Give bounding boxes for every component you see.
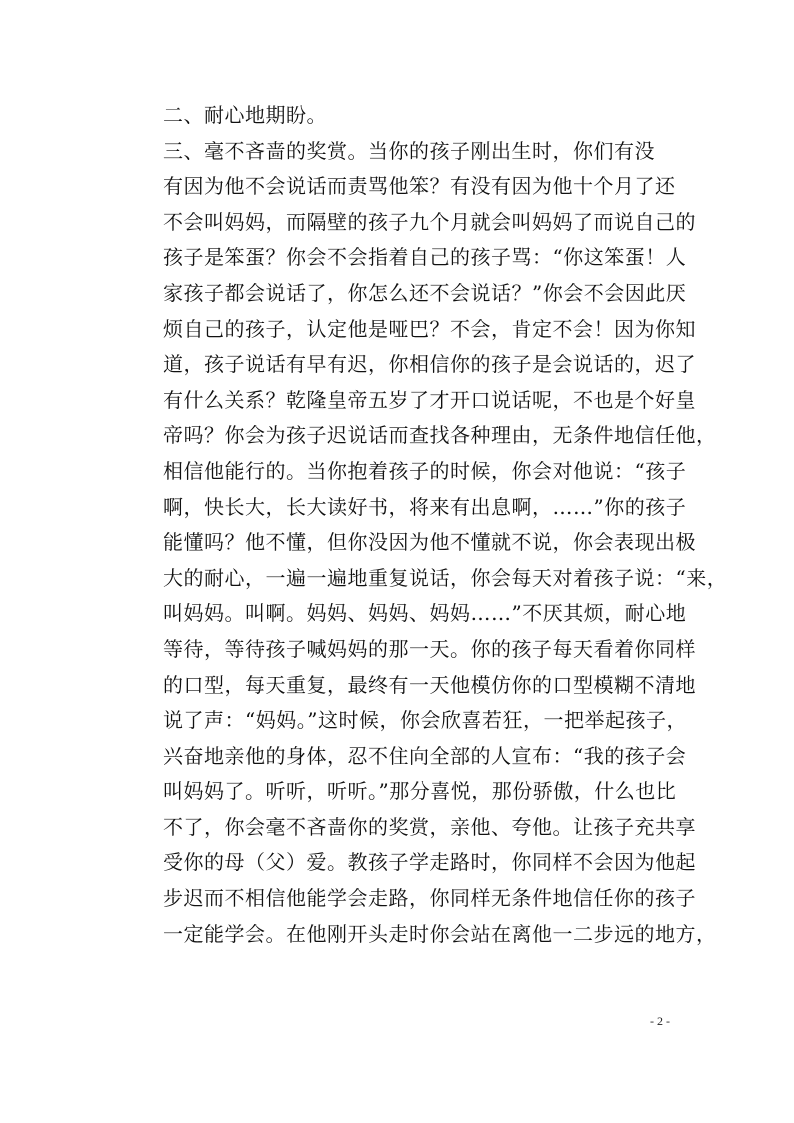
text-line: 叫妈妈。叫啊。妈妈、妈妈、妈妈……”不厌其烦，耐心地 — [163, 601, 687, 626]
text-line: 兴奋地亲他的身体，忍不住向全部的人宣布：“我的孩子会 — [163, 743, 687, 768]
text-line: 叫妈妈了。听听，听听。”那分喜悦，那份骄傲，什么也比 — [163, 779, 677, 804]
text-line: 三、毫不吝啬的奖赏。当你的孩子刚出生时，你们有没 — [163, 138, 655, 163]
text-line: 等待，等待孩子喊妈妈的那一天。你的孩子每天看着你同样 — [163, 636, 696, 661]
body-text — [163, 98, 728, 952]
text-line: 不会叫妈妈，而隔壁的孩子九个月就会叫妈妈了而说自己的 — [163, 209, 696, 234]
text-line: 烦自己的孩子，认定他是哑巴？不会，肯定不会！因为你知 — [163, 316, 696, 341]
text-line: 不了，你会毫不吝啬你的奖赏，亲他、夸他。让孩子充共享 — [163, 814, 696, 839]
text-line: 能懂吗？他不懂，但你没因为他不懂就不说，你会表现出极 — [163, 530, 696, 555]
text-line: 二、耐心地期盼。 — [163, 103, 327, 127]
page-number: - 2 - — [650, 1014, 670, 1028]
text-line: 有因为他不会说话而责骂他笨？有没有因为他十个月了还 — [163, 174, 676, 199]
text-line: 家孩子都会说话了，你怎么还不会说话？”你会不会因此厌 — [163, 280, 687, 305]
text-line: 步迟而不相信他能学会走路，你同样无条件地信任你的孩子 — [163, 886, 696, 911]
text-line: 受你的母（父）爱。教孩子学走路时，你同样不会因为他起 — [163, 850, 696, 875]
text-line: 道，孩子说话有早有迟，你相信你的孩子是会说话的，迟了 — [163, 352, 696, 377]
text-line: 孩子是笨蛋？你会不会指着自己的孩子骂：“你这笨蛋！人 — [163, 245, 687, 270]
text-line: 大的耐心，一遍一遍地重复说话，你会每天对着孩子说：“来， — [163, 565, 728, 590]
text-line: 相信他能行的。当你抱着孩子的时候，你会对他说：“孩子 — [163, 458, 687, 483]
text-line: 说了声：“妈妈。”这时候，你会欣喜若狂，一把举起孩子， — [163, 708, 687, 733]
text-line: 一定能学会。在他刚开头走时你会站在离他一二步远的地方， — [163, 921, 717, 946]
text-line: 帝吗？你会为孩子迟说话而查找各种理由，无条件地信任他， — [163, 423, 717, 448]
text-line: 有什么关系？乾隆皇帝五岁了才开口说话呢，不也是个好皇 — [163, 387, 696, 412]
text-line: 的口型，每天重复，最终有一天他模仿你的口型模糊不清地 — [163, 672, 696, 697]
text-line: 啊，快长大，长大读好书，将来有出息啊，……”你的孩子 — [163, 494, 687, 519]
